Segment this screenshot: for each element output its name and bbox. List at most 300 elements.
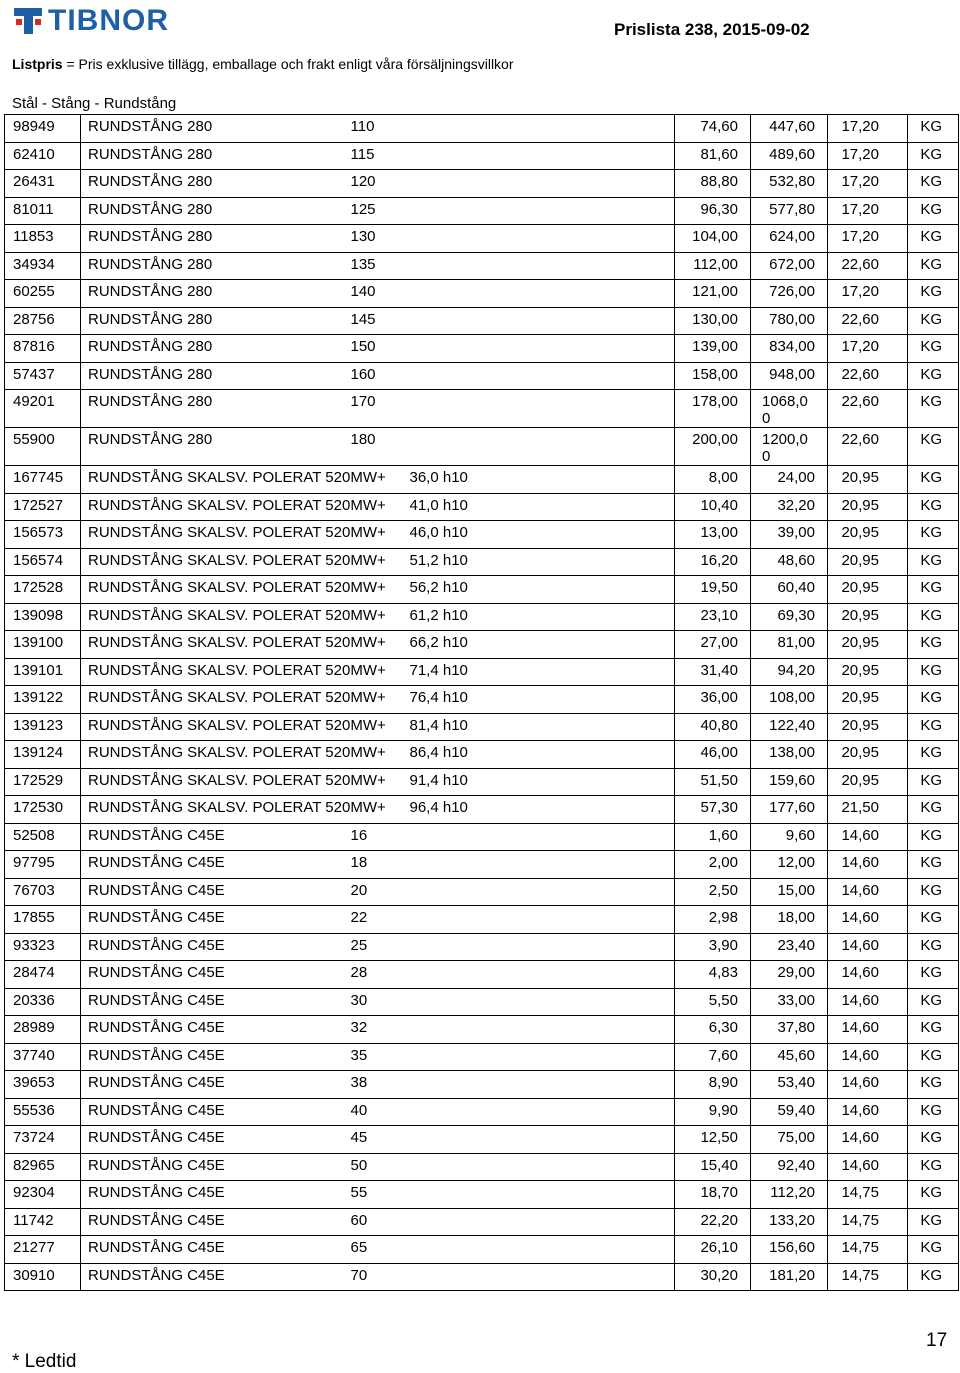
cell-article-number (5, 1016, 81, 1044)
cell-product-name (81, 631, 386, 659)
cell-article-number (5, 1263, 81, 1291)
table-row (5, 521, 959, 549)
kg-price-text: 20,95 (841, 579, 879, 596)
cell-kg-price (828, 603, 908, 631)
cell-price-per-length (751, 466, 828, 494)
cell-product-name (81, 307, 333, 335)
table-row (5, 603, 959, 631)
price-per-length-text: 489,60 (769, 145, 815, 163)
product-name-text: RUNDSTÅNG SKALSV. POLERAT 520MW+ (88, 469, 386, 486)
price-per-meter-text: 2,50 (708, 881, 738, 899)
price-note-text: = Pris exklusive tillägg, emballage och frakt enligt våra försäljningsvillkor (62, 56, 514, 72)
cell-dimension (333, 1208, 675, 1236)
product-name-text: RUNDSTÅNG C45E (88, 826, 225, 844)
kg-price-text: 20,95 (841, 469, 879, 486)
cell-price-per-length (751, 906, 828, 934)
price-per-meter-text: 27,00 (700, 634, 738, 651)
cell-article-number (5, 741, 81, 769)
article-number-text: 73724 (13, 1129, 55, 1146)
cell-article-number (5, 390, 81, 428)
price-per-length-text: 81,00 (777, 634, 815, 651)
table-row (5, 1153, 959, 1181)
cell-dimension (333, 961, 675, 989)
dimension-text: 18 (350, 854, 368, 871)
cell-kg-price (828, 335, 908, 363)
table-row (5, 252, 959, 280)
cell-price-per-length (751, 1043, 828, 1071)
cell-article-number (5, 1236, 81, 1264)
kg-price-text: 14,60 (841, 909, 879, 926)
price-per-length-text: 33,00 (777, 991, 815, 1009)
cell-dimension (333, 197, 675, 225)
cell-unit (908, 603, 959, 631)
cell-price-per-length (751, 390, 828, 428)
table-row (5, 466, 959, 494)
cell-product-name (81, 548, 386, 576)
cell-unit (908, 906, 959, 934)
cell-price-per-meter (675, 576, 751, 604)
cell-price-per-length (751, 1181, 828, 1209)
cell-product-name (81, 1181, 333, 1209)
price-per-length-text: 23,40 (777, 936, 815, 954)
price-per-length-text: 69,30 (777, 606, 815, 624)
cell-article-number (5, 631, 81, 659)
price-per-meter-text: 104,00 (692, 228, 738, 245)
cell-price-per-meter (675, 906, 751, 934)
product-name-text: RUNDSTÅNG SKALSV. POLERAT 520MW+ (88, 799, 386, 816)
unit-text: KG (920, 1101, 942, 1119)
cell-price-per-length (751, 1016, 828, 1044)
dimension-text: 35 (350, 1046, 368, 1064)
article-number-text: 20336 (13, 991, 55, 1009)
cell-kg-price (828, 1126, 908, 1154)
article-number-text: 52508 (13, 826, 55, 844)
article-number-text: 21277 (13, 1239, 55, 1256)
cell-dimension (333, 1071, 675, 1099)
cell-price-per-meter (675, 1181, 751, 1209)
cell-price-per-length (751, 307, 828, 335)
dimension-text: 36,0 h10 (409, 469, 468, 486)
kg-price-text: 22,60 (841, 393, 879, 410)
cell-unit (908, 1153, 959, 1181)
product-name-text: RUNDSTÅNG C45E (88, 1101, 225, 1119)
product-name-text: RUNDSTÅNG C45E (88, 1239, 225, 1256)
cell-kg-price (828, 823, 908, 851)
cell-price-per-length (751, 1153, 828, 1181)
cell-unit (908, 142, 959, 170)
table-row (5, 631, 959, 659)
kg-price-text: 17,20 (841, 283, 879, 300)
unit-text: KG (920, 283, 942, 300)
table-row (5, 768, 959, 796)
cell-kg-price (828, 307, 908, 335)
cell-product-name (81, 1126, 333, 1154)
table-row (5, 115, 959, 143)
price-per-meter-text: 10,40 (700, 496, 738, 514)
dimension-text: 115 (350, 145, 375, 163)
cell-price-per-meter (675, 741, 751, 769)
price-per-meter-text: 2,00 (708, 854, 738, 871)
price-per-meter-text: 9,90 (708, 1101, 738, 1119)
article-number-text: 62410 (13, 145, 55, 163)
product-name-text: RUNDSTÅNG SKALSV. POLERAT 520MW+ (88, 744, 386, 761)
cell-dimension (333, 335, 675, 363)
cell-product-name (81, 280, 333, 308)
unit-text: KG (920, 393, 942, 410)
cell-kg-price (828, 961, 908, 989)
dimension-text: 140 (350, 283, 376, 300)
unit-text: KG (920, 1019, 942, 1036)
cell-unit (908, 631, 959, 659)
table-row (5, 548, 959, 576)
price-per-meter-text: 15,40 (700, 1156, 738, 1174)
price-per-length-text: 112,20 (770, 1184, 815, 1201)
cell-unit (908, 252, 959, 280)
cell-kg-price (828, 428, 908, 466)
dimension-text: 145 (350, 310, 376, 328)
cell-article-number (5, 988, 81, 1016)
kg-price-text: 14,60 (841, 936, 879, 954)
cell-article-number (5, 768, 81, 796)
kg-price-text: 17,20 (841, 118, 879, 135)
price-per-meter-text: 13,00 (700, 524, 738, 541)
product-name-text: RUNDSTÅNG SKALSV. POLERAT 520MW+ (88, 496, 386, 514)
cell-price-per-length (751, 142, 828, 170)
cell-article-number (5, 851, 81, 879)
cell-kg-price (828, 1181, 908, 1209)
cell-unit (908, 1071, 959, 1099)
kg-price-text: 14,60 (841, 1101, 879, 1119)
cell-kg-price (828, 576, 908, 604)
price-per-meter-text: 40,80 (700, 716, 738, 734)
cell-price-per-meter (675, 961, 751, 989)
product-name-text: RUNDSTÅNG 280 (88, 393, 213, 410)
unit-text: KG (920, 469, 942, 486)
dimension-text: 150 (350, 338, 376, 355)
cell-unit (908, 390, 959, 428)
cell-price-per-meter (675, 548, 751, 576)
dimension-text: 130 (350, 228, 376, 245)
dimension-text: 55 (350, 1184, 368, 1201)
product-name-text: RUNDSTÅNG C45E (88, 936, 225, 954)
cell-unit (908, 961, 959, 989)
article-number-text: 156574 (13, 551, 64, 569)
cell-dimension (333, 1098, 675, 1126)
cell-price-per-length (751, 197, 828, 225)
cell-kg-price (828, 1043, 908, 1071)
product-name-text: RUNDSTÅNG SKALSV. POLERAT 520MW+ (88, 716, 386, 734)
table-row (5, 1181, 959, 1209)
cell-kg-price (828, 933, 908, 961)
cell-product-name (81, 197, 333, 225)
cell-price-per-meter (675, 307, 751, 335)
cell-kg-price (828, 1236, 908, 1264)
cell-price-per-length (751, 741, 828, 769)
cell-kg-price (828, 225, 908, 253)
cell-product-name (81, 603, 386, 631)
cell-price-per-meter (675, 280, 751, 308)
cell-kg-price (828, 1153, 908, 1181)
cell-price-per-length (751, 362, 828, 390)
cell-product-name (81, 1153, 333, 1181)
logo-wordmark: TIBNOR (48, 4, 169, 37)
dimension-text: 96,4 h10 (409, 799, 468, 816)
cell-product-name (81, 658, 386, 686)
cell-unit (908, 1098, 959, 1126)
cell-price-per-meter (675, 686, 751, 714)
dimension-text: 46,0 h10 (409, 524, 468, 541)
cell-dimension (333, 878, 675, 906)
cell-article-number (5, 197, 81, 225)
kg-price-text: 20,95 (841, 689, 879, 706)
article-number-text: 139100 (13, 634, 64, 651)
kg-price-text: 14,75 (841, 1266, 879, 1284)
page-number: 17 (926, 1330, 948, 1351)
cell-product-name (81, 252, 333, 280)
product-name-text: RUNDSTÅNG C45E (88, 1266, 225, 1284)
table-row (5, 686, 959, 714)
cell-article-number (5, 686, 81, 714)
cell-product-name (81, 741, 386, 769)
dimension-text: 60 (350, 1211, 368, 1229)
kg-price-text: 17,20 (841, 228, 879, 245)
cell-dimension (333, 428, 675, 466)
cell-dimension (333, 362, 675, 390)
price-per-length-text: 59,40 (777, 1101, 815, 1119)
cell-unit (908, 576, 959, 604)
cell-unit (908, 768, 959, 796)
product-name-text: RUNDSTÅNG 280 (88, 173, 213, 190)
kg-price-text: 20,95 (841, 551, 879, 569)
price-per-length-text: 32,20 (777, 496, 815, 514)
unit-text: KG (920, 634, 942, 651)
cell-product-name (81, 142, 333, 170)
cell-unit (908, 741, 959, 769)
cell-unit (908, 335, 959, 363)
table-row (5, 428, 959, 466)
article-number-text: 11742 (13, 1211, 54, 1229)
price-per-length-text: 9,60 (785, 826, 815, 844)
dimension-text: 45 (350, 1129, 368, 1146)
price-per-length-text: 29,00 (777, 964, 815, 981)
unit-text: KG (920, 1266, 942, 1284)
price-per-meter-text: 57,30 (700, 799, 738, 816)
cell-price-per-length (751, 631, 828, 659)
price-per-meter-text: 36,00 (700, 689, 738, 706)
table-row (5, 713, 959, 741)
product-name-text: RUNDSTÅNG 280 (88, 365, 213, 383)
cell-price-per-length (751, 548, 828, 576)
kg-price-text: 14,75 (841, 1184, 879, 1201)
article-number-text: 82965 (13, 1156, 55, 1174)
article-number-text: 55900 (13, 431, 55, 448)
unit-text: KG (920, 744, 942, 761)
dimension-text: 66,2 h10 (409, 634, 468, 651)
article-number-text: 139123 (13, 716, 64, 734)
table-row (5, 362, 959, 390)
price-per-meter-text: 12,50 (700, 1129, 738, 1146)
cell-product-name (81, 493, 386, 521)
cell-kg-price (828, 686, 908, 714)
cell-article-number (5, 521, 81, 549)
cell-price-per-meter (675, 428, 751, 466)
kg-price-text: 14,60 (841, 1019, 879, 1036)
cell-article-number (5, 933, 81, 961)
cell-price-per-length (751, 933, 828, 961)
dimension-text: 120 (350, 173, 376, 190)
table-row (5, 576, 959, 604)
cell-article-number (5, 428, 81, 466)
cell-price-per-length (751, 428, 828, 466)
unit-text: KG (920, 689, 942, 706)
cell-dimension (333, 933, 675, 961)
price-per-length-text: 1200,00 (762, 431, 808, 465)
unit-text: KG (920, 799, 942, 816)
table-row (5, 933, 959, 961)
cell-article-number (5, 1071, 81, 1099)
cell-product-name (81, 1236, 333, 1264)
kg-price-text: 22,60 (841, 255, 879, 273)
article-number-text: 172528 (13, 579, 64, 596)
cell-unit (908, 466, 959, 494)
cell-dimension (333, 1236, 675, 1264)
cell-kg-price (828, 280, 908, 308)
unit-text: KG (920, 524, 942, 541)
article-number-text: 97795 (13, 854, 55, 871)
cell-product-name (81, 1098, 333, 1126)
cell-product-name (81, 390, 333, 428)
kg-price-text: 20,95 (841, 524, 879, 541)
unit-text: KG (920, 854, 942, 871)
unit-text: KG (920, 909, 942, 926)
unit-text: KG (920, 1156, 942, 1174)
kg-price-text: 14,60 (841, 1046, 879, 1064)
price-per-length-text: 15,00 (777, 881, 815, 899)
cell-kg-price (828, 170, 908, 198)
article-number-text: 34934 (13, 255, 55, 273)
cell-price-per-meter (675, 142, 751, 170)
cell-dimension (333, 307, 675, 335)
cell-price-per-meter (675, 1153, 751, 1181)
unit-text: KG (920, 661, 942, 679)
unit-text: KG (920, 991, 942, 1009)
dimension-text: 16 (350, 826, 368, 844)
cell-price-per-meter (675, 851, 751, 879)
cell-dimension (333, 170, 675, 198)
cell-price-per-length (751, 1208, 828, 1236)
cell-price-per-meter (675, 1236, 751, 1264)
cell-product-name (81, 335, 333, 363)
cell-article-number (5, 823, 81, 851)
product-name-text: RUNDSTÅNG C45E (88, 1156, 225, 1174)
article-number-text: 26431 (13, 173, 55, 190)
kg-price-text: 14,60 (841, 1129, 879, 1146)
cell-price-per-length (751, 576, 828, 604)
cell-price-per-meter (675, 335, 751, 363)
unit-text: KG (920, 431, 942, 448)
cell-article-number (5, 225, 81, 253)
cell-kg-price (828, 142, 908, 170)
dimension-text: 56,2 h10 (409, 579, 468, 596)
cell-dimension (333, 1126, 675, 1154)
product-name-text: RUNDSTÅNG 280 (88, 145, 213, 163)
cell-dimension (333, 1016, 675, 1044)
unit-text: KG (920, 579, 942, 596)
table-row (5, 1071, 959, 1099)
product-name-text: RUNDSTÅNG C45E (88, 909, 225, 926)
unit-text: KG (920, 936, 942, 954)
cell-price-per-length (751, 1071, 828, 1099)
price-per-length-text: 624,00 (769, 228, 815, 245)
kg-price-text: 14,60 (841, 826, 879, 844)
cell-price-per-meter (675, 658, 751, 686)
cell-unit (908, 1208, 959, 1236)
tibnor-logo-icon (12, 6, 46, 36)
kg-price-text: 14,60 (841, 881, 879, 899)
cell-price-per-meter (675, 1263, 751, 1291)
cell-dimension (333, 1043, 675, 1071)
price-per-length-text: 122,40 (769, 716, 815, 734)
product-name-text: RUNDSTÅNG SKALSV. POLERAT 520MW+ (88, 606, 386, 624)
table-row (5, 1126, 959, 1154)
cell-price-per-meter (675, 796, 751, 824)
cell-price-per-meter (675, 823, 751, 851)
unit-text: KG (920, 338, 942, 355)
cell-article-number (5, 493, 81, 521)
dimension-text: 20 (350, 881, 368, 899)
table-row (5, 225, 959, 253)
cell-price-per-meter (675, 466, 751, 494)
kg-price-text: 14,60 (841, 991, 879, 1009)
cell-price-per-length (751, 768, 828, 796)
cell-kg-price (828, 851, 908, 879)
price-per-length-text: 48,60 (777, 551, 815, 569)
price-table (4, 114, 959, 1291)
article-number-text: 28474 (13, 964, 55, 981)
dimension-text: 160 (350, 365, 376, 383)
price-per-meter-text: 16,20 (700, 551, 738, 569)
cell-price-per-meter (675, 390, 751, 428)
cell-dimension (333, 906, 675, 934)
product-name-text: RUNDSTÅNG 280 (88, 228, 213, 245)
table-row (5, 307, 959, 335)
article-number-text: 167745 (13, 469, 64, 486)
table-row (5, 961, 959, 989)
article-number-text: 37740 (13, 1046, 55, 1064)
cell-price-per-meter (675, 362, 751, 390)
table-row (5, 1236, 959, 1264)
cell-article-number (5, 362, 81, 390)
unit-text: KG (920, 173, 942, 190)
cell-dimension (333, 988, 675, 1016)
cell-article-number (5, 1126, 81, 1154)
cell-price-per-length (751, 521, 828, 549)
article-number-text: 139098 (13, 606, 64, 624)
cell-product-name (81, 686, 386, 714)
cell-article-number (5, 307, 81, 335)
cell-dimension (333, 1153, 675, 1181)
cell-product-name (81, 988, 333, 1016)
dimension-text: 86,4 h10 (409, 744, 468, 761)
cell-kg-price (828, 658, 908, 686)
cell-article-number (5, 280, 81, 308)
article-number-text: 172529 (13, 771, 64, 789)
article-number-text: 139122 (13, 689, 64, 706)
cell-unit (908, 280, 959, 308)
article-number-text: 139101 (13, 661, 64, 679)
cell-kg-price (828, 362, 908, 390)
cell-article-number (5, 1208, 81, 1236)
